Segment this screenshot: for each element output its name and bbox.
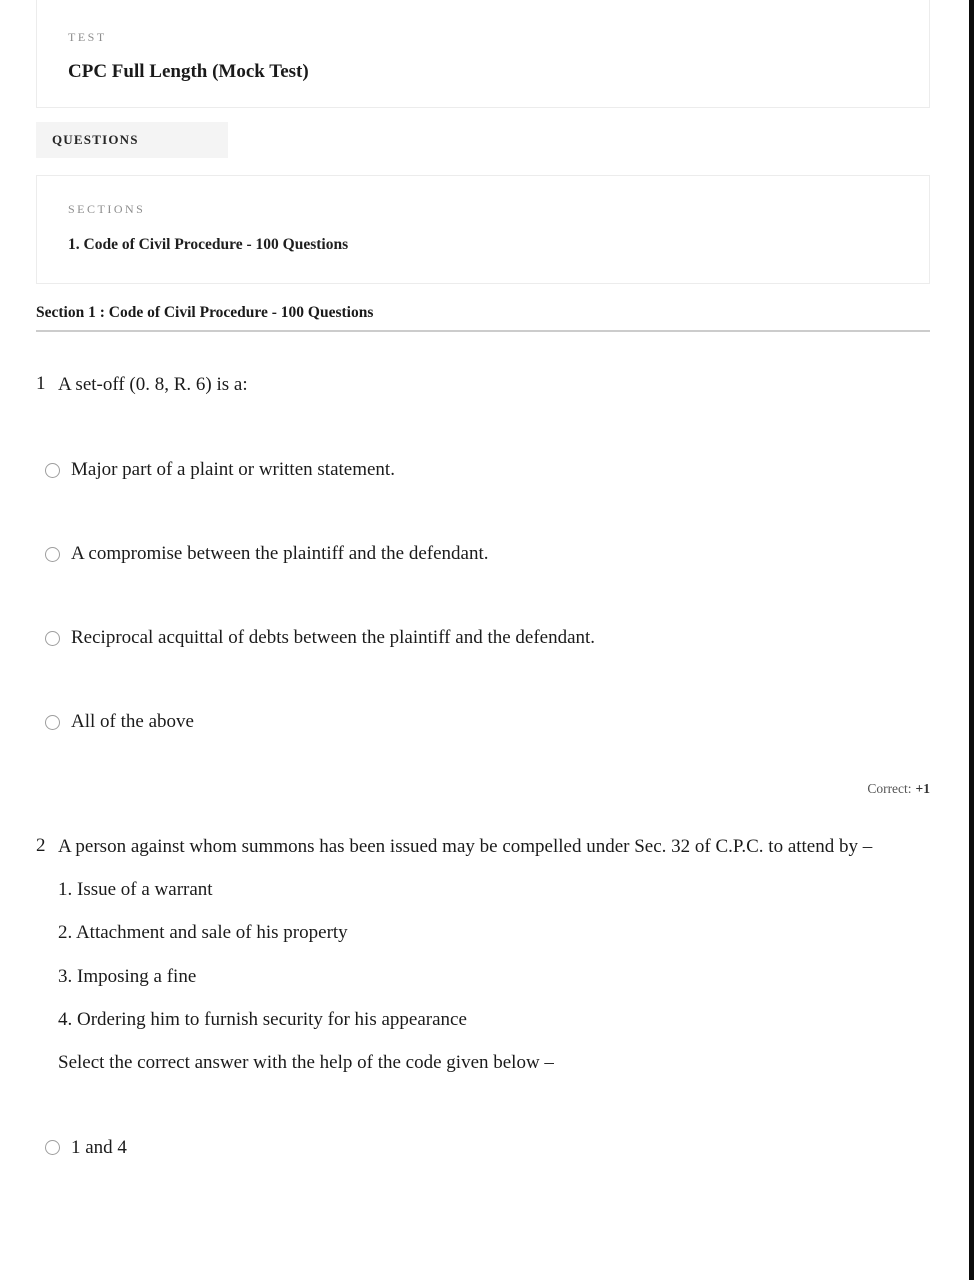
option-label: All of the above bbox=[71, 711, 194, 733]
question-1-row bbox=[36, 373, 930, 397]
section-divider bbox=[36, 330, 930, 332]
question-1-number: 1 bbox=[36, 373, 46, 394]
question-2-instruction: Select the correct answer with the help of the code given below – bbox=[58, 1051, 554, 1073]
option-label: Reciprocal acquittal of debts between the plaintiff and the defendant. bbox=[71, 627, 596, 649]
question-2-body bbox=[58, 835, 930, 1075]
question-1-option-4[interactable] bbox=[36, 711, 930, 733]
sections-label: SECTIONS bbox=[68, 202, 146, 216]
question-1-body bbox=[58, 373, 930, 397]
question-2 bbox=[36, 835, 930, 1159]
question-2-option-1[interactable] bbox=[36, 1137, 930, 1159]
tab-questions[interactable]: QUESTIONS bbox=[36, 122, 228, 158]
question-2-code-item-4: 4. Ordering him to furnish security for his appearance bbox=[58, 1008, 467, 1030]
section-heading: Section 1 : Code of Civil Procedure - 100 Questions bbox=[36, 304, 374, 321]
test-title: CPC Full Length (Mock Test) bbox=[68, 61, 309, 82]
question-1-text: A set-off (0. 8, R. 6) is a: bbox=[58, 374, 248, 395]
question-1-option-2[interactable] bbox=[36, 543, 930, 565]
radio-button-icon[interactable] bbox=[45, 463, 60, 478]
option-label: A compromise between the plaintiff and the defendant. bbox=[71, 543, 489, 565]
question-2-code-item-1: 1. Issue of a warrant bbox=[58, 879, 213, 901]
sections-card bbox=[36, 175, 930, 284]
question-1-marks bbox=[36, 781, 930, 797]
correct-label: Correct: bbox=[867, 781, 912, 797]
question-1-option-3[interactable] bbox=[36, 627, 930, 649]
sections-item-1[interactable]: 1. Code of Civil Procedure - 100 Questions bbox=[68, 236, 349, 253]
test-label: TEST bbox=[68, 30, 107, 44]
question-1 bbox=[36, 373, 930, 797]
correct-value: +1 bbox=[915, 781, 930, 797]
question-1-option-1[interactable] bbox=[36, 459, 930, 481]
question-2-code-item-3: 3. Imposing a fine bbox=[58, 965, 197, 987]
question-2-row bbox=[36, 835, 930, 1075]
option-label: Major part of a plaint or written statement. bbox=[71, 459, 395, 481]
screen-right-black-edge bbox=[969, 0, 974, 1280]
radio-button-icon[interactable] bbox=[45, 1140, 60, 1155]
test-header-card bbox=[36, 0, 930, 108]
radio-button-icon[interactable] bbox=[45, 715, 60, 730]
option-label: 1 and 4 bbox=[71, 1136, 127, 1158]
question-2-text: A person against whom summons has been issued may be compelled under Sec. 32 of C.P.C. to attend by – bbox=[58, 836, 873, 858]
radio-button-icon[interactable] bbox=[45, 631, 60, 646]
question-2-code-item-2: 2. Attachment and sale of his property bbox=[58, 922, 348, 944]
radio-button-icon[interactable] bbox=[45, 547, 60, 562]
question-2-number: 2 bbox=[36, 835, 46, 857]
